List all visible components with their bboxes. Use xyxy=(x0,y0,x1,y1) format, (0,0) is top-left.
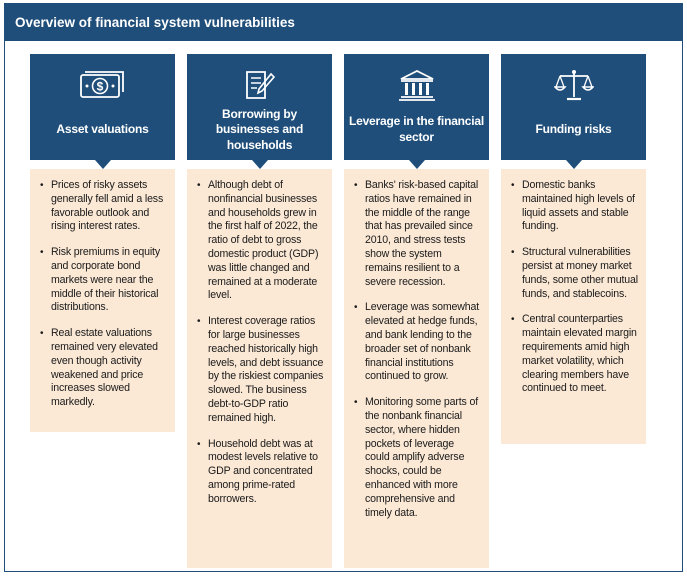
column-header xyxy=(187,54,332,160)
bullet-item: • Structural vulnerabilities persist at money market funds, some other mutual funds, and stablecoins. xyxy=(522,246,638,301)
bullet-item: • Although debt of nonfinancial businesses and households grew in the first half of 2022, the ratio of debt to gross domestic product (GDP) was little changed and remained at a moderate level. xyxy=(208,179,324,303)
column-heading: Funding risks xyxy=(535,122,612,137)
bullet-item: • Real estate valuations remained very elevated even though activity weakened and price increases slowed markedly. xyxy=(51,327,167,410)
bullet-item: • Banks' risk-based capital ratios have remained in the middle of the range that has prevailed since 2010, and stress tests show the system remains resilient to a severe recession. xyxy=(365,179,481,289)
header-pointer xyxy=(566,160,582,169)
bullet-item: • Domestic banks maintained high levels of liquid assets and stable funding. xyxy=(522,179,638,234)
dollar-bill-icon xyxy=(30,66,175,104)
overview-panel xyxy=(4,3,683,572)
column-heading: Borrowing by businesses and households xyxy=(215,106,304,152)
column-funding-risks xyxy=(501,54,646,395)
column-asset-valuations xyxy=(30,54,175,409)
bullet-item: • Central counterparties maintain elevated margin requirements amid high market volatility, which clearing members have continued to meet. xyxy=(522,313,638,396)
column-body xyxy=(30,169,175,432)
header-pointer xyxy=(252,160,268,169)
column-leverage xyxy=(344,54,489,519)
document-pen-icon xyxy=(187,66,332,104)
column-header xyxy=(501,54,646,160)
column-body xyxy=(344,169,489,568)
bullet-item: • Monitoring some parts of the nonbank financial sector, where hidden pockets of leverage could amplify adverse shocks, could be enhanced with more comprehensive and timely data. xyxy=(365,396,481,520)
bullet-item: • Interest coverage ratios for large businesses reached historically high levels, and debt issuance by the riskiest companies slowed. The business debt-to-GDP ratio remained high. xyxy=(208,315,324,425)
column-body xyxy=(187,169,332,568)
header-pointer xyxy=(95,160,111,169)
column-heading: Leverage in the financial sector xyxy=(348,114,485,144)
column-body xyxy=(501,169,646,444)
column-header xyxy=(344,54,489,160)
balance-scale-icon xyxy=(501,66,646,104)
bullet-item: • Risk premiums in equity and corporate bond markets were near the middle of their historical distributions. xyxy=(51,246,167,315)
bullet-item: • Household debt was at modest levels relative to GDP and concentrated among prime-rated borrowers. xyxy=(208,438,324,507)
svg-text:$: $ xyxy=(96,79,103,94)
bullet-item: • Leverage was somewhat elevated at hedge funds, and bank lending to the broader set of nonbank financial institutions continued to grow. xyxy=(365,301,481,384)
panel-title: Overview of financial system vulnerabilities xyxy=(5,4,682,41)
header-pointer xyxy=(409,160,425,169)
column-header xyxy=(30,54,175,160)
bank-building-icon xyxy=(344,66,489,104)
bullet-item: • Prices of risky assets generally fell amid a less favorable outlook and rising interest rates. xyxy=(51,179,167,234)
column-heading: Asset valuations xyxy=(56,122,149,137)
column-borrowing xyxy=(187,54,332,505)
